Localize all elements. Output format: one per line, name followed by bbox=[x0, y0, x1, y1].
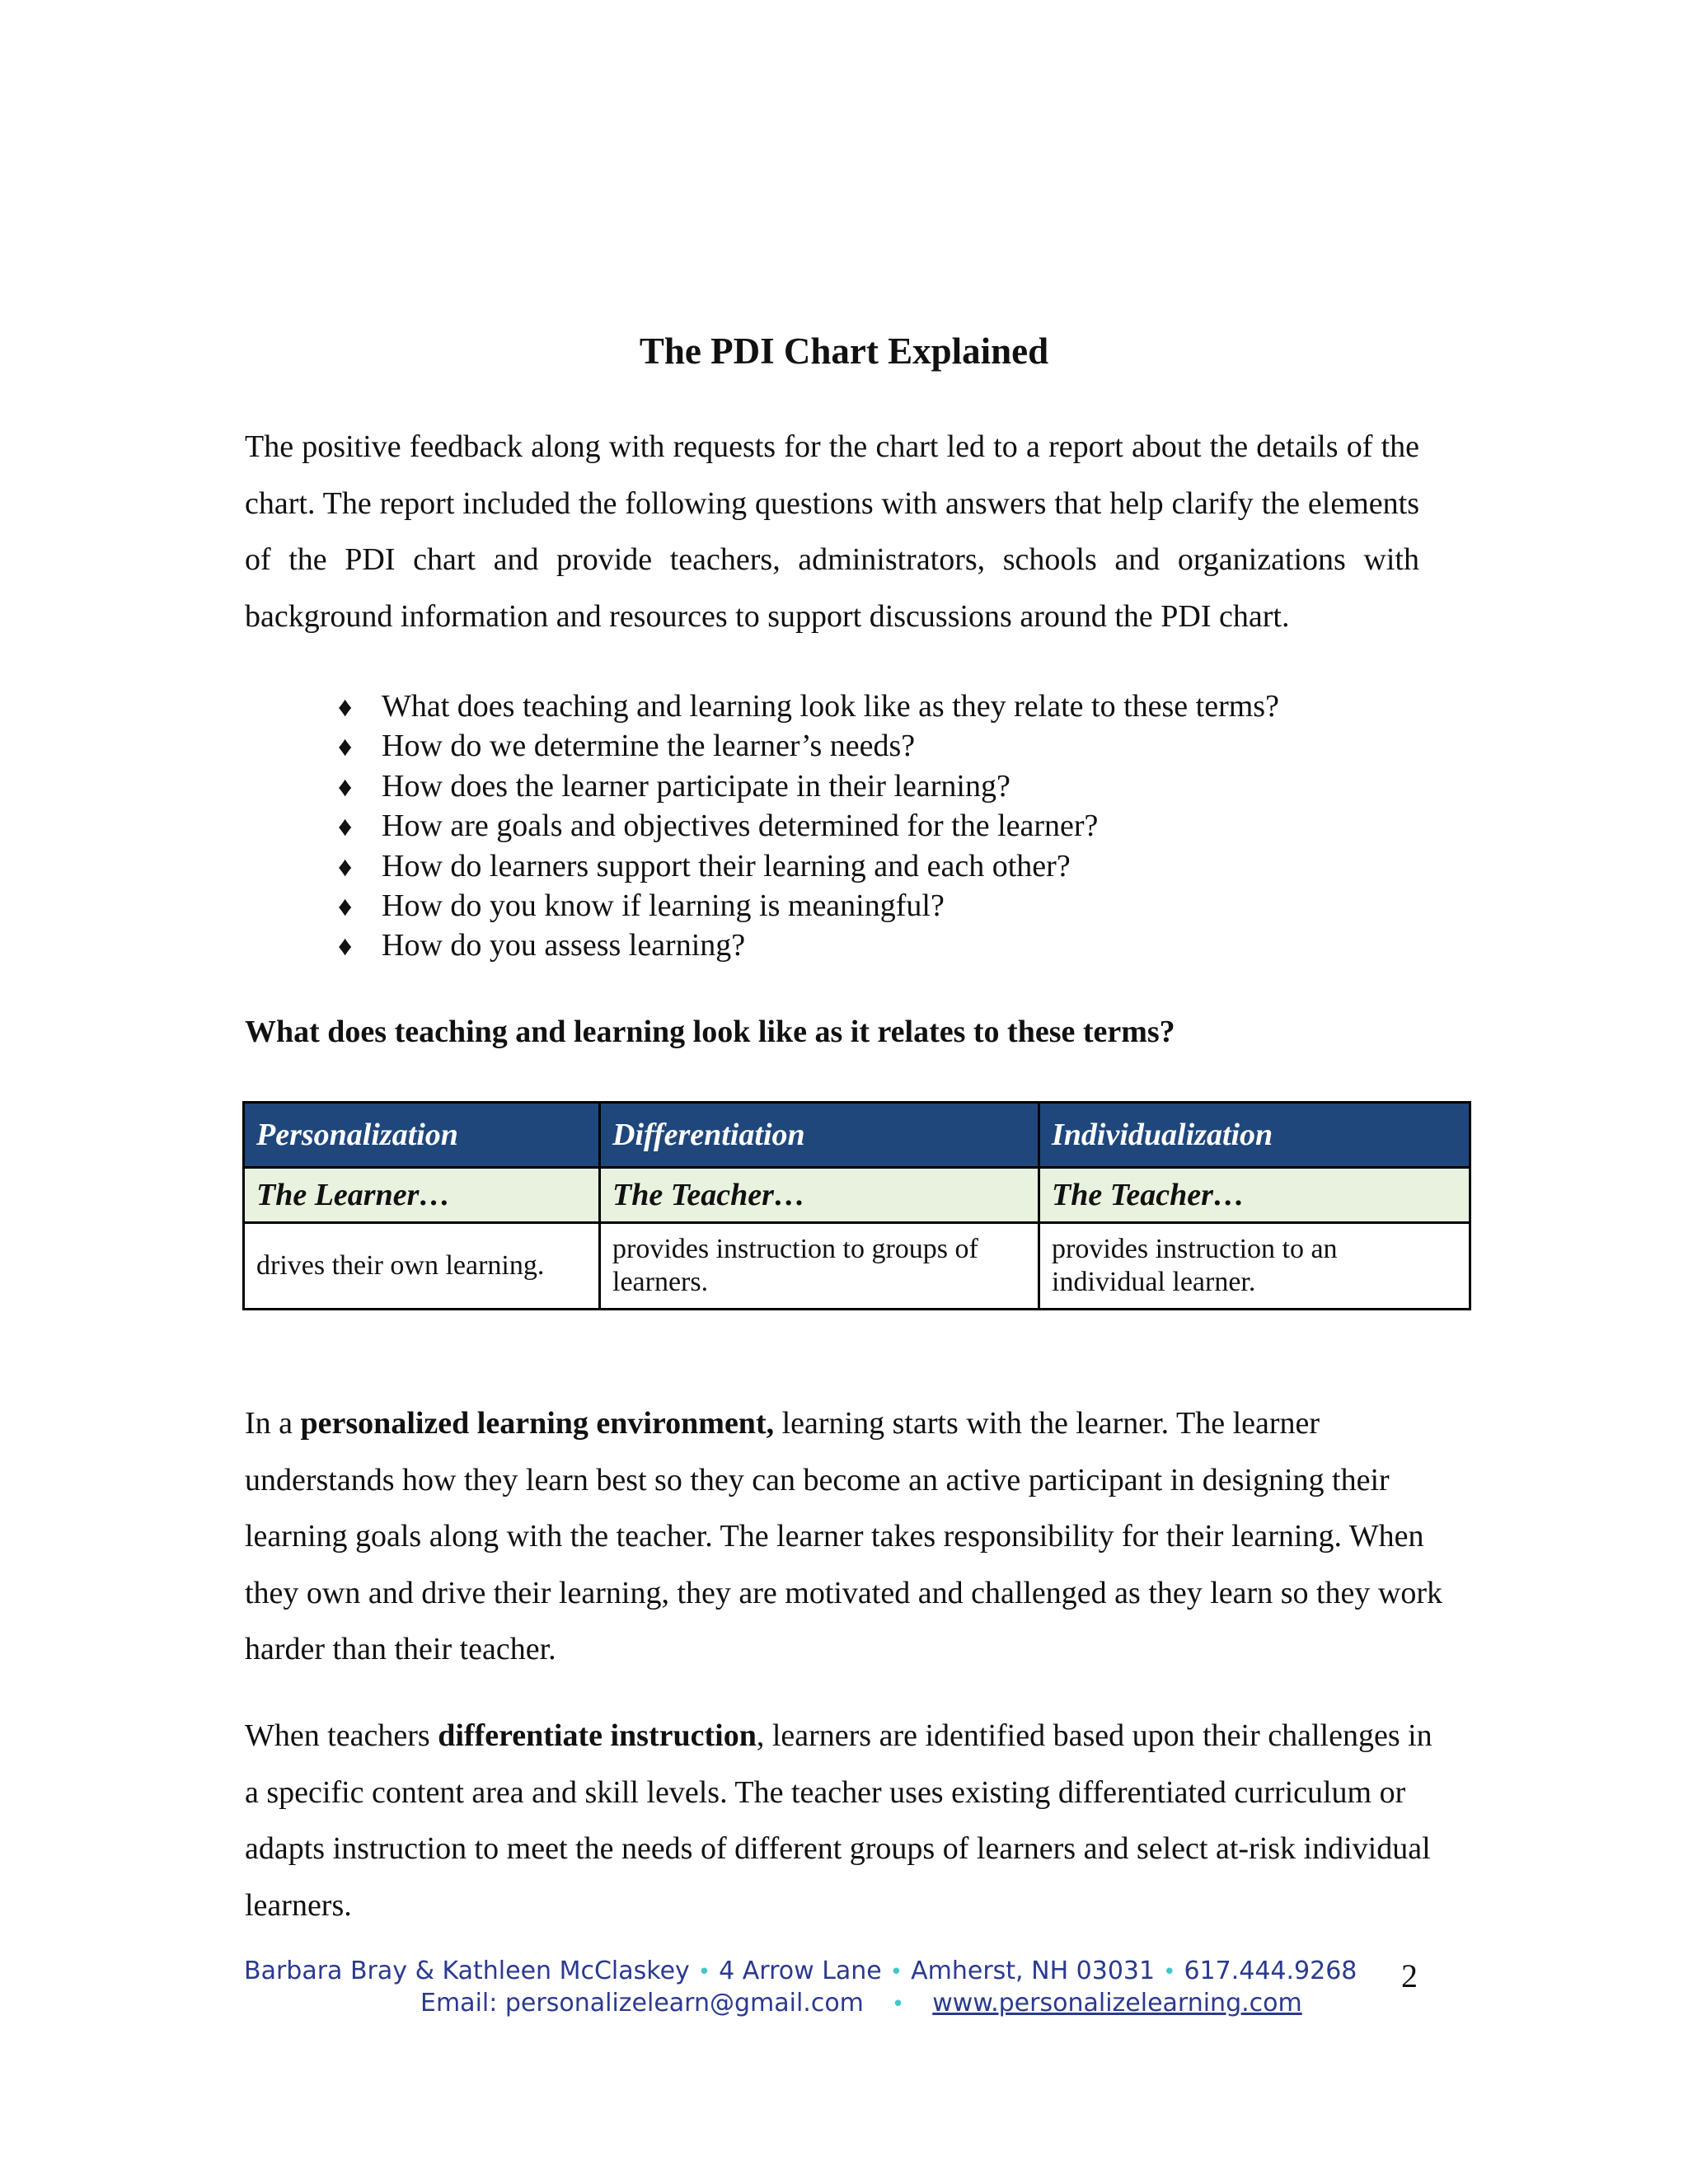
table-header-row bbox=[244, 1103, 1470, 1168]
footer-authors: Barbara Bray & Kathleen McClaskey bbox=[244, 1957, 690, 1985]
diamond-bullet-icon: ♦ bbox=[338, 812, 353, 843]
list-item bbox=[338, 926, 1279, 965]
intro-paragraph: The positive feedback along with requests for the chart led to a report about the details of the chart. The report included the following questions with answers that help clarify the elements of the PDI chart and provide teachers, administrators, schools and organizations with background information and resources to support discussions around the PDI chart. bbox=[245, 429, 1419, 634]
table-cell: provides instruction to an individual learner. bbox=[1039, 1223, 1470, 1310]
list-item bbox=[338, 846, 1279, 886]
footer-phone: 617.444.9268 bbox=[1184, 1957, 1357, 1985]
list-item bbox=[338, 886, 1279, 926]
footer-contact-line bbox=[244, 1955, 1357, 1989]
header-personalization: Personalization bbox=[244, 1103, 600, 1168]
para-text: learning starts with the learner. The learner understands how they learn best so they can become an active participant in designing their learning goals along with the teacher. The learner takes responsibility for their learning. When they own and drive their learning, they are motivated and challenged as they learn so they work harder than their teacher. bbox=[245, 1406, 1442, 1666]
page-number: 2 bbox=[1401, 1957, 1418, 1994]
separator-dot-icon: • bbox=[891, 1992, 905, 2017]
differentiation-paragraph bbox=[245, 1708, 1448, 1933]
footer-email-label: Email: bbox=[420, 1989, 498, 2018]
para-text: When teachers bbox=[245, 1718, 438, 1753]
question-text: How does the learner participate in their learning? bbox=[382, 768, 1010, 804]
diamond-bullet-icon: ♦ bbox=[338, 891, 353, 922]
pdi-table bbox=[242, 1101, 1471, 1310]
separator-dot-icon: • bbox=[889, 1960, 903, 1985]
question-list bbox=[338, 687, 1279, 966]
diamond-bullet-icon: ♦ bbox=[338, 732, 353, 763]
para-bold-term: differentiate instruction bbox=[438, 1718, 757, 1753]
subheader-learner: The Learner… bbox=[244, 1168, 600, 1223]
diamond-bullet-icon: ♦ bbox=[338, 692, 353, 723]
header-differentiation: Differentiation bbox=[600, 1103, 1039, 1168]
page-title: The PDI Chart Explained bbox=[639, 330, 1049, 372]
subheader-teacher: The Teacher… bbox=[600, 1168, 1039, 1223]
footer-address: 4 Arrow Lane bbox=[719, 1957, 882, 1985]
diamond-bullet-icon: ♦ bbox=[338, 931, 353, 963]
footer-email[interactable]: personalizelearn@gmail.com bbox=[504, 1989, 864, 2018]
question-text: What does teaching and learning look like as they relate to these terms? bbox=[382, 689, 1279, 724]
header-individualization: Individualization bbox=[1039, 1103, 1470, 1168]
separator-dot-icon: • bbox=[1163, 1960, 1176, 1985]
table-subheader-row bbox=[244, 1168, 1470, 1223]
para-text: In a bbox=[245, 1406, 301, 1441]
subheader-teacher: The Teacher… bbox=[1039, 1168, 1470, 1223]
footer-website-link[interactable]: www.personalizelearning.com bbox=[932, 1989, 1302, 2018]
list-item bbox=[338, 766, 1279, 806]
footer-web-line bbox=[420, 1987, 1302, 2021]
question-text: How do you assess learning? bbox=[382, 928, 746, 963]
para-text: , learners are identified based upon their challenges in a specific content area and skill levels. The teacher uses existing differentiated curriculum or adapts instruction to meet the needs of different groups of learners and select at-risk individual learners. bbox=[245, 1718, 1432, 1923]
question-text: How do we determine the learner’s needs? bbox=[382, 729, 916, 764]
diamond-bullet-icon: ♦ bbox=[338, 851, 353, 883]
list-item bbox=[338, 806, 1279, 846]
question-text: How do learners support their learning and each other? bbox=[382, 848, 1071, 883]
table-cell: drives their own learning. bbox=[244, 1223, 600, 1310]
table-row bbox=[244, 1223, 1470, 1310]
question-text: How do you know if learning is meaningful? bbox=[382, 888, 945, 923]
question-text: How are goals and objectives determined for the learner? bbox=[382, 808, 1099, 844]
separator-dot-icon: • bbox=[697, 1960, 711, 1985]
list-item bbox=[338, 726, 1279, 766]
personalization-paragraph bbox=[245, 1395, 1448, 1678]
footer-city: Amherst, NH 03031 bbox=[911, 1957, 1156, 1985]
para-bold-term: personalized learning environment, bbox=[300, 1406, 775, 1441]
section-heading: What does teaching and learning look like as it relates to these terms? bbox=[245, 1015, 1175, 1049]
list-item bbox=[338, 687, 1279, 726]
diamond-bullet-icon: ♦ bbox=[338, 771, 353, 803]
table-cell: provides instruction to groups of learners. bbox=[600, 1223, 1039, 1310]
